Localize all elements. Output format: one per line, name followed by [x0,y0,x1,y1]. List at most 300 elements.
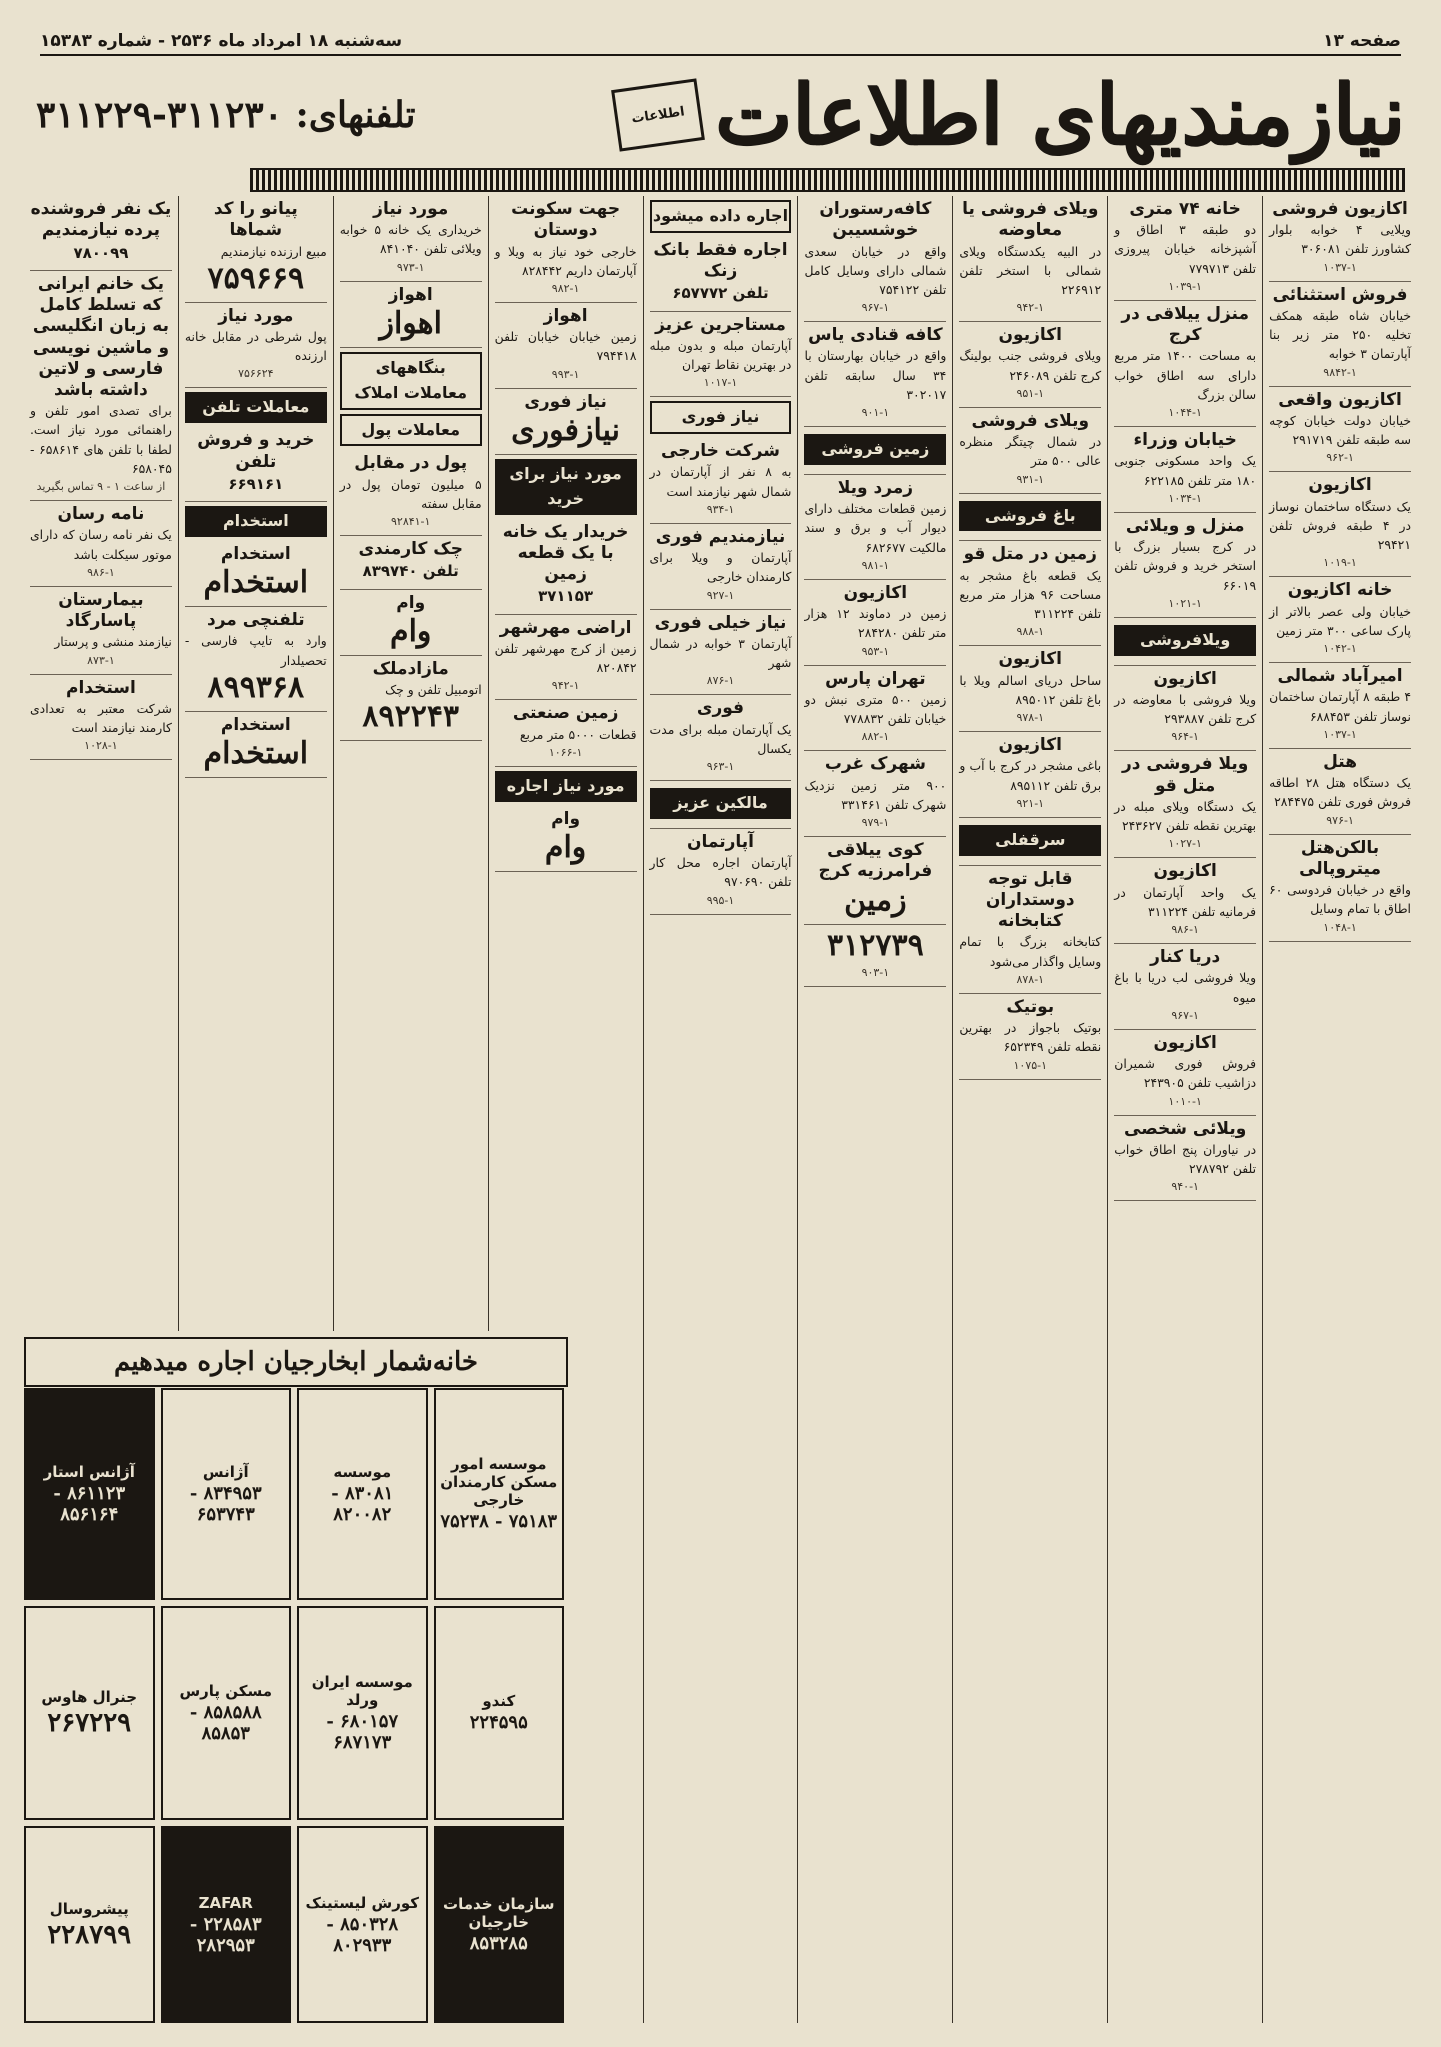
ad-body: یک واحد مسکونی جنوبی ۱۸۰ متر تلفن ۶۲۲۱۸۵ [1114,453,1257,488]
ad-code: ۹۸۱-۱ [861,558,890,572]
ad-body: یک قطعه باغ مشجر به مساحت ۹۶ هزار متر مربع تلفن ۳۱۱۲۲۴ [959,567,1102,622]
classified-ad [959,646,1101,732]
ad-title: قابل توجه دوستداران کتابخانه [985,868,1075,932]
ad-body: خیابان شاه طبقه همکف تخلیه ۲۵۰ متر زیر بنا آپارتمان ۳ خوابه [1269,307,1412,362]
ad-title: اراضی مهرشهر [499,617,632,638]
section-heading: سرقفلی [959,825,1101,856]
ad-title: کوی ییلاقی فرامرزیه کرج [818,840,933,882]
ad-title: کافه‌رستوران خوشسیبن [819,199,932,241]
column-2 [1107,196,1262,2023]
ad-code: ۹۸۴۲-۱ [1323,365,1357,379]
classified-ad [959,196,1101,322]
ad-code: ۹۷۶-۱ [1326,813,1354,827]
ad-body: خریداری یک خانه ۵ خوابه ویلائی تلفن ۸۴۱۰۴۰ [339,222,482,257]
ad-phone: ۷۸۰۰۹۹ [73,243,129,262]
ad-code: ۹۳۱-۱ [1016,472,1045,486]
ad-display-text: نیازفوری [511,412,621,448]
agency-ad-6 [297,1606,428,1821]
ad-body: قطعات ۵۰۰۰ متر مربع [519,726,637,742]
classified-ad [1114,944,1256,1030]
classified-ad [185,712,327,778]
classified-ad [959,732,1101,818]
agency-name: کندو [482,1692,516,1711]
ad-code: ۹۹۵-۱ [706,893,735,907]
agency-phone: ۸۵۰۳۲۸ - ۸۰۲۹۳۳ [326,1913,399,1956]
ad-code: ۱۰۴۲-۱ [1323,642,1357,656]
ad-code: ۹۶۴-۱ [1171,730,1199,744]
section-heading: معاملات پول [340,414,482,447]
section-heading: بنگاههای معاملات املاک [340,352,482,410]
column-3 [952,196,1107,2023]
ad-phone: تلفن ۶۵۷۷۷۲ [672,284,769,303]
agency-ad-12 [24,1826,155,2023]
ad-code: ۱۰۳۷-۱ [1323,260,1357,274]
ad-code: ۹۴۰-۱ [1171,1180,1199,1194]
agency-name: ZAFAR [198,1893,253,1912]
classified-ad [804,751,946,837]
page-number: صفحه ۱۳ [1323,31,1401,51]
classified-ad [1269,835,1411,942]
ad-body: ویلای فروشی جنب بولینگ کرج تلفن ۲۴۶۰۸۹ [959,348,1102,383]
ad-body: خیابان ولی عصر بالاتر از پارک ساعی ۳۰۰ متر زمین [1269,603,1411,638]
agency-phone: ۷۵۱۸۳ - ۷۵۲۳۸ [440,1511,558,1533]
ad-code: ۱۰۶۶-۱ [548,745,583,759]
ad-title: ویلای فروشی [971,410,1090,431]
ad-display-text: وام [390,613,432,649]
masthead-phones: تلفنهای: ۳۱۱۲۳۰-۳۱۱۲۲۹ [36,94,416,136]
ad-title: وام [551,808,581,829]
classified-ad [650,695,792,781]
ad-body: یک دستگاه هتل ۲۸ اطاقه فروش فوری تلفن ۲۸۴۴۷۵ [1269,775,1411,810]
ad-code: از ساعت ۱ - ۹ تماس بگیرید [36,480,166,494]
classified-ad [650,438,792,524]
ad-body: زمین خیابان خیابان تلفن ۷۹۴۴۱۸ [494,329,637,364]
ad-body: یک دستگاه ساختمان نوساز در ۴ طبقه فروش تلفن ۲۹۴۲۱ [1269,498,1411,553]
ad-display-text: اهواز [379,305,442,341]
newspaper-logo: اطلاعات [611,78,705,151]
ad-code: ۸۷۳-۱ [87,653,115,667]
classified-ad [650,524,792,610]
ad-body: آپارتمان اجاره محل کار تلفن ۹۷۰۶۹۰ [649,855,792,890]
ad-body: به ۸ نفر از آپارتمان در شمال شهر نیازمند است [649,464,792,499]
agency-phone: ۲۶۷۲۲۹ [47,1707,132,1738]
classified-ad [30,587,172,675]
ad-code: ۹۸۲-۱ [551,281,580,295]
ad-body: دو طبقه ۳ اطاق و آشپزخانه خیابان پیروزی تلفن ۷۷۹۷۱۳ [1114,222,1257,276]
ad-code: ۹۸۶-۱ [87,565,115,579]
column-9 [24,196,178,1331]
agency-ad-9 [434,1826,565,2023]
classified-ad [340,590,482,656]
ad-title: پیانو را کد شماها [213,199,298,241]
section-heading: مالکین عزیز [650,788,792,819]
ad-title: ویلای فروشی یا معاوضه [962,199,1099,241]
ad-title: وام [396,592,426,613]
classified-ad [185,303,327,389]
ad-body: یک واحد آپارتمان در فرمانیه تلفن ۳۱۱۲۲۴ [1114,884,1257,919]
ad-code: ۹۶۷-۱ [861,301,890,315]
ad-display-text: استخدام [203,735,309,771]
classified-ad [1114,858,1256,944]
classified-ad [804,196,946,322]
ad-body: آپارتمان ۳ خوابه در شمال شهر [649,635,792,671]
ad-code: ۹۴۲-۱ [551,679,580,693]
ad-code: ۱۰۴۸-۱ [1323,920,1357,934]
classified-ad [1269,577,1411,663]
ad-title: اکازیون [1153,861,1217,882]
ad-display-text: وام [544,829,587,865]
ad-code: ۹۲۷-۱ [706,588,735,602]
classified-ad [804,475,946,580]
ad-body: ویلا فروشی با معاوضه در کرج تلفن ۲۹۳۸۸۷ [1114,691,1257,727]
agency-phone: ۲۲۸۷۹۹ [47,1919,132,1950]
agency-name: آژانس استار [43,1462,135,1481]
ad-title: منزل و ویلائی [1125,515,1245,536]
ad-body: واقع در خیابان فردوسی ۶۰ اطاق با تمام وسایل [1269,882,1411,917]
ad-code: ۹۰۱-۱ [861,406,890,420]
classified-ad [804,666,946,752]
ad-title: مورد نیاز [373,199,449,219]
ad-title: خریدار یک خانه با یک قطعه زمین [502,521,629,585]
agency-name: موسسه ایران ورلد [311,1672,413,1709]
page-header-line [40,28,1401,56]
ad-code: ۹۶۲-۱ [1326,451,1354,465]
section-heading: باغ فروشی [959,501,1101,532]
ad-body: به مساحت ۱۴۰۰ متر مربع دارای سه اطاق خواب سالن بزرگ [1114,348,1257,402]
classified-ad [1114,427,1256,513]
classified-ad [959,494,1101,542]
section-heading: زمین فروشی [804,434,946,465]
classified-ad [1269,472,1411,577]
ad-body: اتومبیل تلفن و چک [385,682,482,698]
agency-ad-2 [297,1388,428,1600]
ad-title: آپارتمان [686,831,755,852]
classified-ad [804,837,946,925]
ad-title: بالکن‌هتل میتروپالی [1299,837,1381,879]
ad-body: در البیه یکدستگاه ویلای شمالی با استخر تلفن ۲۲۶۹۱۲ [959,243,1102,297]
ad-body: زمین از کرج مهرشهر تلفن ۸۲۰۸۴۲ [494,640,637,676]
column-7 [333,196,488,1331]
ad-title: چک کارمندی [358,539,463,560]
classified-ad [1269,749,1411,835]
ad-body: مبیع ارزنده نیازمندیم [220,243,327,259]
ad-title: جهت سکونت دوستان [511,199,621,241]
ad-body: در شمال چیتگر منظره عالی ۵۰۰ متر [959,434,1102,469]
ad-title: اکازیون واقعی [1278,389,1402,410]
ad-title: نیاز خیلی فوری [654,612,787,633]
ad-body: ۴ طبقه ۸ آپارتمان ساختمان نوساز تلفن ۶۸۸۴۵۳ [1269,689,1412,724]
ad-title: زمرد ویلا [837,477,914,498]
classified-ad [1114,751,1256,858]
agency-name: مسکن پارس [179,1681,273,1700]
agency-phone: ۲۲۴۵۹۵ [469,1712,528,1734]
agency-phone: ۸۵۳۲۸۵ [469,1933,528,1955]
ad-body: شرکت معتبر به تعدادی کارمند نیازمند است [29,700,172,736]
ad-title: امیرآباد شمالی [1277,666,1403,687]
ad-code: ۹۲۸۴۱-۱ [391,515,431,529]
issue-date: سه‌شنبه ۱۸ امرداد ماه ۲۵۳۶ - شماره ۱۵۳۸۳ [40,31,403,51]
ad-title: اکازیون [1153,668,1217,689]
ad-code: ۱۰۳۴-۱ [1168,491,1202,505]
classified-ad [495,303,637,389]
ad-body: ویلایی ۴ خوابه بلوار کشاورز تلفن ۳۰۶۰۸۱ [1269,222,1411,257]
ad-title: منزل ییلاقی در کرج [1121,303,1250,346]
agency-ad-1 [434,1388,565,1600]
ad-title: اکازیون فروشی [1272,199,1408,219]
ad-body: ویلا فروشی لب دریا با باغ میوه [1114,970,1257,1005]
ad-body: کتابخانه بزرگ با تمام وسایل واگذار می‌شود [959,934,1102,969]
ad-display-text: استخدام [203,565,309,601]
ad-body: نیازمند منشی و پرستار [54,634,172,650]
agency-name: موسسه امور مسکن کارمندان خارجی [440,1455,558,1510]
ad-code: ۹۹۳-۱ [551,367,580,381]
ad-code: ۱۰۷۵-۱ [1013,1058,1048,1072]
agency-phone: ۸۵۸۵۸۸ - ۸۵۸۵۳ [189,1701,262,1744]
classified-ad [340,450,482,536]
ad-title: بوتیک [1006,996,1055,1017]
classified-ad [185,541,327,607]
ad-code: ۹۰۳-۱ [861,965,890,979]
agency-ad-4 [24,1388,155,1600]
classified-ad [495,700,637,767]
ad-code: ۱۰۳۷-۱ [1323,727,1357,741]
agency-phone: ۲۲۸۵۸۳ - ۲۸۲۹۵۳ [189,1913,262,1956]
column-8 [178,196,333,1331]
agency-ad-10 [297,1826,428,2023]
ad-title: فوری [696,698,745,719]
ad-body: زمین قطعات مختلف دارای دیوار آب و برق و سند مالکیت ۶۸۲۶۷۷ [804,501,947,555]
agency-name: آژانس [202,1462,249,1481]
classified-ad [340,196,482,282]
agency-name: موسسه [333,1462,392,1481]
ad-body: برای تصدی امور تلفن و راهنمائی مورد نیاز است. لطفا با تلفن های ۶۵۸۶۱۴ - ۶۵۸۰۴۵ [29,403,172,476]
section-heading: معاملات تلفن [185,392,327,423]
ad-code: ۹۸۸-۱ [1016,625,1045,639]
classified-ad [1269,387,1411,473]
ad-title: اهواز [543,305,588,326]
classified-ad [495,615,637,701]
ad-title: اکازیون [1308,475,1372,496]
classified-ad [804,427,946,475]
ad-title: یک خانم ایرانی که تسلط کامل به زبان انگلیسی و ماشین نویسی فارسی و لاتین داشته باشد [32,273,170,400]
ad-body: یک آپارتمان مبله برای مدت یکسال [649,721,792,756]
classified-ad [1114,618,1256,666]
ad-code: ۹۳۴-۱ [706,502,735,516]
classified-ad [30,501,172,587]
ad-code: ۱۰۱۷-۱ [703,376,738,390]
ad-title: ویلائی شخصی [1124,1118,1247,1139]
ad-code: ۱۰۲۷-۱ [1168,837,1202,851]
column-6 [488,196,643,1331]
agency-box-ads [24,1388,564,2023]
ad-title: مورد نیاز [218,305,294,326]
classified-ad [185,427,327,502]
column-4 [797,196,952,2023]
ad-code: ۹۸۶-۱ [1171,923,1199,937]
classified-ad [340,656,482,741]
agency-ad-7 [161,1606,292,1821]
ad-code: ۱۰۳۹-۱ [1168,279,1202,293]
ad-title: هتل [1323,751,1357,772]
foreigners-rental-banner: خانه‌شمار ابخارجیان اجاره میدهیم [24,1337,568,1387]
classified-ad [185,607,327,712]
ad-code: ۹۵۱-۱ [1016,386,1045,400]
ad-body: پول شرطی در مقابل خانه ارزنده [184,328,327,364]
classified-ad [1114,513,1256,618]
classified-ad [30,196,172,271]
ad-phone: ۳۱۲۷۳۹ [827,927,924,963]
section-heading: مورد نیاز اجاره [495,771,637,802]
ad-phone: ۸۹۲۲۴۳ [362,699,460,735]
ad-body: ساحل دریای اسالم ویلا با باغ تلفن ۸۹۵۰۱۲ [959,672,1102,707]
ad-title: یک نفر فروشنده پرده نیازمندیم [30,199,172,241]
ad-body: واقع در خیابان بهارستان با ۳۴ سال سابقه تلفن ۳۰۲۰۱۷ [804,348,947,402]
ad-title: پول در مقابل [354,453,468,474]
ad-title: نیاز فوری [524,391,607,412]
ad-title: زمین صنعتی [512,703,619,724]
ad-title: اکازیون [1153,1032,1217,1053]
ad-code: ۸۷۸-۱ [1016,972,1045,986]
column-1 [1262,196,1417,2023]
ad-body: خارجی خود نیاز به ویلا و آپارتمان داریم ۸۲۸۴۴۲ [494,243,637,278]
classified-ad [804,580,946,666]
ad-title: دریا کنار [1150,947,1221,968]
ad-code: ۱۰۱۹-۱ [1323,556,1357,570]
ad-title: شرکت خارجی [661,441,780,462]
masthead-title-group [615,67,1405,163]
ad-title: مستاجرین عزیز [655,314,786,335]
ad-title: تلفنچی مرد [206,610,305,631]
agency-phone: ۸۶۱۱۲۳ - ۸۵۶۱۶۴ [53,1482,126,1525]
column-5 [643,196,798,2023]
agency-phone: ۸۳۴۹۵۳ - ۶۵۳۷۴۳ [189,1482,262,1525]
section-heading: استخدام [185,506,327,537]
classified-ad [495,806,637,872]
classified-ad [495,519,637,615]
agency-name: سازمان خدمات خارجیان [443,1895,555,1932]
ad-code: ۹۴۲-۱ [1016,301,1045,315]
classified-ad [1114,1116,1256,1202]
ad-body: بوتیک باجواز در بهترین نقطه تلفن ۶۵۲۳۴۹ [959,1020,1102,1055]
classified-ad [959,541,1101,646]
classified-ad [1269,196,1411,282]
ad-phone: ۷۵۹۶۶۹ [207,260,305,296]
section-heading: مورد نیاز برای خرید [495,459,637,515]
classified-ad [804,925,946,987]
classified-ad [30,675,172,761]
ad-title: خیابان وزراء [1133,430,1237,451]
ad-body: خیابان دولت خیابان کوچه سه طبقه تلفن ۲۹۱۷۱۹ [1269,412,1411,448]
classified-ad [495,196,637,303]
ad-title: استخدام [66,677,136,698]
ad-code: ۹۶۳-۱ [706,759,735,773]
ad-title: نامه رسان [57,504,145,525]
classified-ad [1114,666,1256,752]
ad-code: ۸۷۶-۱ [706,674,735,688]
ad-phone: ۸۹۹۳۶۸ [207,669,305,705]
ad-title: بیمارستان پاسارگاد [58,589,144,632]
classified-ad [1114,1030,1256,1116]
masthead-title: نیازمندیهای اطلاعات [714,67,1405,163]
ad-title: نیازمندیم فوری [655,526,786,547]
ad-code: ۷۵۶۶۲۴ [238,367,274,381]
ad-phone: ۳۷۱۱۵۳ [538,587,594,606]
classified-ad [340,536,482,590]
ad-code: ۹۷۹-۱ [861,816,890,830]
classified-ad [959,818,1101,866]
agency-ad-8 [24,1606,155,1821]
ad-title: اجاره فقط بانک زنک [653,239,788,282]
ad-body: ۵ میلیون تومان پول در مقابل سفته [339,476,482,511]
classified-ad [959,994,1101,1080]
ad-body: زمین در دماوند ۱۲ هزار متر تلفن ۲۸۴۲۸۰ [804,606,947,641]
ad-body: باغی مشجر در کرج با آب و برق تلفن ۸۹۵۱۱۲ [959,758,1102,793]
ad-body: فروش فوری شمیران دزاشیب تلفن ۲۴۳۹۰۵ [1114,1056,1257,1091]
ad-title: فروش استثنائی [1272,284,1408,305]
classified-ad [650,610,792,696]
agency-ad-5 [434,1606,565,1821]
ad-body: یک دستگاه ویلای مبله در بهترین نقطه تلفن ۲۴۳۶۲۷ [1114,798,1257,834]
classified-ad [959,322,1101,408]
ad-title: خانه اکازیون [1287,580,1393,601]
ad-title: اکازیون [998,735,1062,756]
classified-ad [959,408,1101,494]
ad-title: ویلا فروشی در متل قو [1121,754,1249,796]
ad-body: آپارتمان و ویلا برای کارمندان خارجی [649,550,792,585]
agency-name: کورش لیستینک [305,1893,419,1912]
classified-ad [30,271,172,501]
agency-name: جنرال هاوس [41,1687,138,1706]
ad-title: خانه ۷۴ متری [1129,199,1241,219]
ad-code: ۱۰۲۸-۱ [84,739,118,753]
ad-title: استخدام [220,543,291,564]
ad-code: ۹۷۸-۱ [1016,711,1045,725]
ad-code: ۹۵۳-۱ [861,644,890,658]
classified-ad [650,829,792,915]
ad-body: در کرج بسیار بزرگ با استخر خرید و فروش تلفن ۶۶۰۱۹ [1114,539,1257,593]
classified-ad [1269,282,1411,387]
ad-phone: تلفن ۸۳۹۷۴۰ [362,562,459,581]
ad-body: وارد به تایپ فارسی - تحصیلدار [184,633,327,668]
agency-ad-11 [161,1826,292,2023]
ad-title: اکازیون [998,649,1062,670]
ad-title: اهواز [388,284,433,305]
ad-code: ۹۶۷-۱ [1171,1008,1199,1022]
ad-title: زمین در متل قو [963,544,1097,565]
classified-ad [1114,196,1256,301]
ad-phone: ۶۶۹۱۶۱ [228,474,284,493]
ad-display-text: زمین [844,882,907,918]
classified-ad [804,322,946,427]
classified-ad [650,237,792,312]
agency-ad-3 [161,1388,292,1600]
ad-code: ۸۸۲-۱ [861,730,890,744]
classified-ad [650,312,792,398]
ad-title: کافه قنادی یاس [808,325,943,346]
masthead [36,64,1405,166]
agency-phone: ۶۸۰۱۵۷ - ۶۸۷۱۷۳ [326,1710,399,1753]
ad-body: یک نفر نامه رسان که دارای موتور سیکلت باشد [29,527,172,562]
ad-title: استخدام [220,714,291,735]
masthead-rule [250,168,1405,192]
classified-ad [495,389,637,455]
classified-ad [1269,663,1411,749]
ad-title: اکازیون [843,582,908,603]
classified-ad [1114,301,1256,427]
section-heading: نیاز فوری [650,401,792,434]
agency-phone: ۸۳۰۸۱ - ۸۲۰۰۸۲ [331,1482,394,1525]
classified-ad [185,196,327,303]
